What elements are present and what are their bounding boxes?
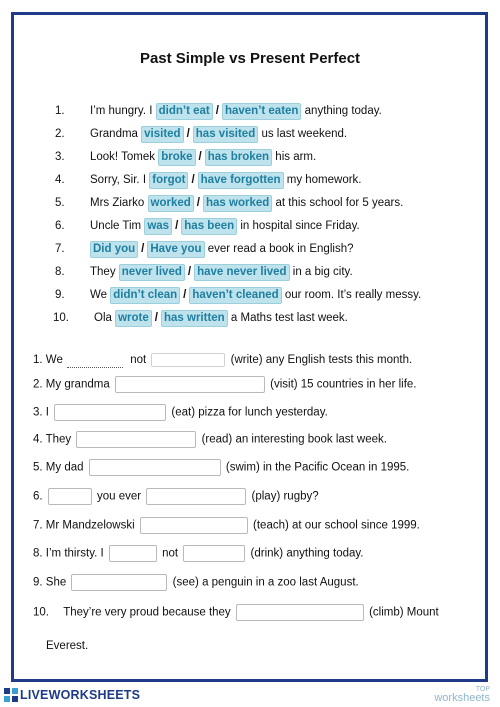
item-number: 10. — [53, 312, 69, 324]
answer-input[interactable] — [76, 431, 196, 448]
answer-input[interactable] — [109, 545, 157, 562]
fill-item-2: 2. My grandma (visit) 15 countries in her life. — [33, 376, 417, 393]
answer-input[interactable] — [89, 459, 221, 476]
option-a[interactable]: was — [144, 218, 172, 235]
option-a[interactable]: didn’t clean — [110, 287, 180, 304]
option-separator: / — [183, 289, 187, 301]
option-b[interactable]: has written — [161, 310, 228, 327]
option-b[interactable]: haven’t eaten — [222, 103, 302, 120]
option-separator: / — [198, 151, 202, 163]
item-number: 5. — [55, 197, 65, 209]
item-number: 5. — [33, 461, 43, 474]
fill-item-3: 3. I (eat) pizza for lunch yesterday. — [33, 404, 328, 421]
top-worksheets-badge: TOP worksheets — [434, 686, 490, 704]
fill-item-4: 4. They (read) an interesting book last week. — [33, 431, 387, 448]
option-a[interactable]: visited — [141, 126, 183, 143]
option-separator: / — [187, 266, 192, 278]
item-number: 8. — [33, 547, 43, 560]
item-number: 3. — [55, 151, 65, 163]
item-number: 2. — [55, 128, 65, 140]
option-b[interactable]: Have you — [147, 241, 204, 258]
item-number: 8. — [55, 266, 65, 278]
item-number: 7. — [33, 519, 43, 532]
item-number: 10. — [33, 606, 49, 619]
item-number: 4. — [33, 433, 43, 446]
option-b[interactable]: has been — [181, 218, 237, 235]
item-number: 6. — [55, 220, 65, 232]
footer — [0, 685, 500, 707]
item-number: 2. — [33, 378, 43, 391]
answer-input[interactable] — [146, 488, 246, 505]
option-b[interactable]: have never lived — [194, 264, 290, 281]
item-number: 7. — [55, 243, 65, 255]
fill-item-7: 7. Mr Mandzelowski (teach) at our school since 1999. — [33, 517, 420, 534]
option-a[interactable]: Did you — [90, 241, 138, 258]
fill-item-10: 10. They’re very proud because they (climb) Mount — [33, 604, 439, 621]
option-a[interactable]: never lived — [119, 264, 185, 281]
option-b[interactable]: has worked — [203, 195, 272, 212]
option-a[interactable]: broke — [158, 149, 195, 166]
option-b[interactable]: has broken — [205, 149, 272, 166]
item-number: 1. — [55, 105, 65, 117]
option-separator: / — [186, 128, 190, 140]
fill-item-9: 9. She (see) a penguin in a zoo last August. — [33, 574, 359, 591]
fill-item-10-continued: Everest. — [46, 640, 89, 652]
option-b[interactable]: haven’t cleaned — [189, 287, 281, 304]
worksheet-title: Past Simple vs Present Perfect — [139, 50, 361, 67]
item-number: 9. — [33, 576, 43, 589]
option-a[interactable]: worked — [148, 195, 194, 212]
fill-item-6: 6. you ever (play) rugby? — [33, 488, 319, 505]
option-separator: / — [175, 220, 179, 232]
answer-input[interactable] — [236, 604, 364, 621]
item-number: 6. — [33, 490, 43, 503]
option-separator: / — [141, 243, 145, 255]
brand-name: LIVEWORKSHEETS — [20, 688, 141, 702]
item-number: 3. — [33, 406, 43, 419]
fill-item-8: 8. I’m thirsty. I not (drink) anything today. — [33, 545, 363, 562]
item-number: 4. — [55, 174, 65, 186]
option-a[interactable]: forgot — [149, 172, 188, 189]
option-a[interactable]: wrote — [115, 310, 152, 327]
option-separator: / — [196, 197, 200, 209]
option-separator: / — [154, 312, 158, 324]
answer-input[interactable] — [151, 353, 225, 367]
liveworksheets-logo-icon — [4, 688, 18, 702]
answer-input[interactable] — [140, 517, 248, 534]
answer-input[interactable] — [183, 545, 245, 562]
option-a[interactable]: didn’t eat — [156, 103, 213, 120]
option-b[interactable]: have forgotten — [198, 172, 284, 189]
option-b[interactable]: has visited — [193, 126, 258, 143]
answer-input[interactable] — [48, 488, 92, 505]
fill-item-1: 1. We not (write) any English tests this month. — [33, 354, 413, 366]
answer-input[interactable] — [115, 376, 265, 393]
option-separator: / — [191, 174, 195, 186]
option-separator: / — [215, 105, 219, 117]
fill-item-5: 5. My dad (swim) in the Pacific Ocean in 1995. — [33, 459, 409, 476]
answer-input[interactable] — [54, 404, 166, 421]
item-number: 1. — [33, 354, 43, 366]
answer-input[interactable] — [71, 574, 167, 591]
item-number: 9. — [55, 289, 65, 301]
answer-blank[interactable] — [67, 357, 123, 368]
